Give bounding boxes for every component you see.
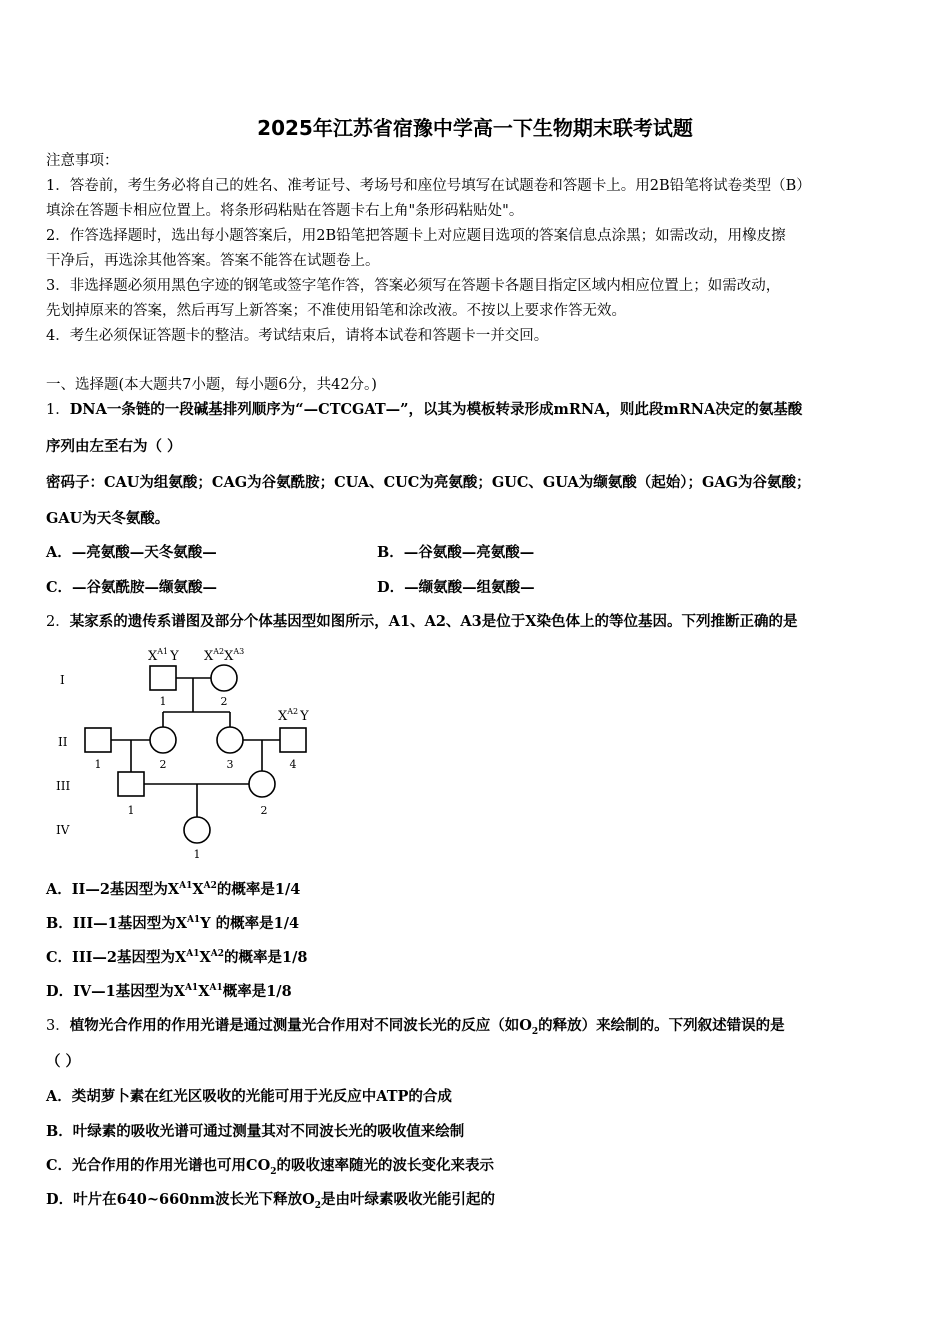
II-2-female <box>150 727 176 753</box>
individual-number: 4 <box>289 758 297 771</box>
II-1-male <box>85 728 111 752</box>
individual-number: 1 <box>159 695 167 708</box>
generation-label: IV <box>56 823 70 837</box>
I-2-female <box>211 665 237 691</box>
option-c: C．光合作用的作用光谱也可用$CO_2$的吸收速率随光的波长变化来表示 <box>46 1157 494 1177</box>
option-c: C．III—2基因型为$X^{A1}X^{A2}$的概率是1/8 <box>46 949 308 966</box>
individual-number: 2 <box>159 758 167 771</box>
individual-number: 1 <box>193 848 201 861</box>
question-text: 某家系的遗传系谱图及部分个体基因型如图所示，A1、A2、A3是位于X染色体上的等位基因。下列推断正确的是 <box>69 613 798 630</box>
codon-table-line: GAU为天冬氨酸。 <box>46 510 170 527</box>
individual-number: 2 <box>220 695 228 708</box>
notice-line: 1．答卷前，考生务必将自己的姓名、准考证号、考场号和座位号填写在试题卷和答题卡上。用2B铅笔将试卷类型（B） <box>46 178 811 194</box>
option-b: B．叶绿素的吸收光谱可通过测量其对不同波长光的吸收值来绘制 <box>46 1123 465 1140</box>
notice-line: 3．非选择题必须用黑色字迹的钢笔或签字笔作答，答案必须写在答题卡各题目指定区域内相应位置上；如需改动， <box>46 278 781 294</box>
genotype-label-II-4: $X^{A2}$ Y <box>278 707 309 724</box>
notice-line: 2．作答选择题时，选出每小题答案后，用2B铅笔把答题卡上对应题目选项的答案信息点涂黑；如需改动，用橡皮擦 <box>46 228 786 244</box>
question-number: 1． <box>46 402 70 418</box>
question-number: 3． <box>46 1018 70 1034</box>
II-4-male <box>280 728 306 752</box>
question-3-stem-cont: （ ） <box>46 1053 81 1070</box>
codon-table-line: 密码子：CAU为组氨酸；CAG为谷氨酰胺；CUA、CUC为亮氨酸；GUC、GUA为缬氨酸（起始）；GAG为谷氨酸； <box>46 474 811 491</box>
notice-line: 4．考生必须保证答题卡的整洁。考试结束后，请将本试卷和答题卡一并交回。 <box>46 328 549 344</box>
II-3-female <box>217 727 243 753</box>
option-b: B．—谷氨酸—亮氨酸— <box>377 544 535 561</box>
option-a: A．类胡萝卜素在红光区吸收的光能可用于光反应中ATP的合成 <box>46 1088 452 1105</box>
page-title: 2025年江苏省宿豫中学高一下生物期末联考试题 <box>257 116 693 140</box>
section-heading: 一、选择题(本大题共7小题，每小题6分，共42分。) <box>46 377 377 393</box>
individual-number: 3 <box>226 758 234 771</box>
option-b: B．III—1基因型为$X^{A1}Y$ 的概率是1/4 <box>46 915 300 932</box>
option-d: D．—缬氨酸—组氨酸— <box>377 579 535 596</box>
option-d: D．IV—1基因型为$X^{A1}X^{A1}$概率是1/8 <box>46 983 292 1000</box>
generation-label: III <box>56 779 71 793</box>
III-1-male <box>118 772 144 796</box>
notice-heading: 注意事项： <box>46 153 119 169</box>
notice-line: 填涂在答题卡相应位置上。将条形码粘贴在答题卡右上角"条形码粘贴处"。 <box>46 203 524 219</box>
III-2-female <box>249 771 275 797</box>
question-number: 2． <box>46 614 70 630</box>
individual-number: 2 <box>260 804 268 817</box>
pedigree-chart <box>52 640 322 865</box>
generation-label: I <box>60 673 65 687</box>
question-1-stem-cont: 序列由左至右为（ ） <box>46 438 182 455</box>
notice-line: 干净后，再选涂其他答案。答案不能答在试题卷上。 <box>46 253 380 269</box>
IV-1-female <box>184 817 210 843</box>
genotype-label-I-2: $X^{A2}X^{A3}$ <box>204 647 245 664</box>
generation-label: II <box>58 735 68 749</box>
question-3-stem: 3．植物光合作用的作用光谱是通过测量光合作用对不同波长光的反应（如$O_2$的释放）来绘制的。下列叙述错误的是 <box>46 1017 785 1037</box>
option-c: C．—谷氨酰胺—缬氨酸— <box>46 579 218 596</box>
option-a: A．II—2基因型为$X^{A1}X^{A2}$的概率是1/4 <box>46 881 301 898</box>
notice-line: 先划掉原来的答案，然后再写上新答案；不准使用铅笔和涂改液。不按以上要求作答无效。 <box>46 303 626 319</box>
question-1-stem <box>46 400 802 420</box>
question-2-stem <box>46 612 798 632</box>
option-a: A．—亮氨酸—天冬氨酸— <box>46 544 217 561</box>
question-text: DNA一条链的一段碱基排列顺序为“—CTCGAT—”，以其为模板转录形成mRNA，则此段mRNA决定的氨基酸 <box>69 401 803 418</box>
I-1-male <box>150 666 176 690</box>
option-d: D．叶片在640~660nm波长光下释放$O_2$是由叶绿素吸收光能引起的 <box>46 1191 496 1211</box>
individual-number: 1 <box>94 758 102 771</box>
individual-number: 1 <box>127 804 135 817</box>
genotype-label-I-1: $X^{A1}$ Y <box>148 647 179 664</box>
